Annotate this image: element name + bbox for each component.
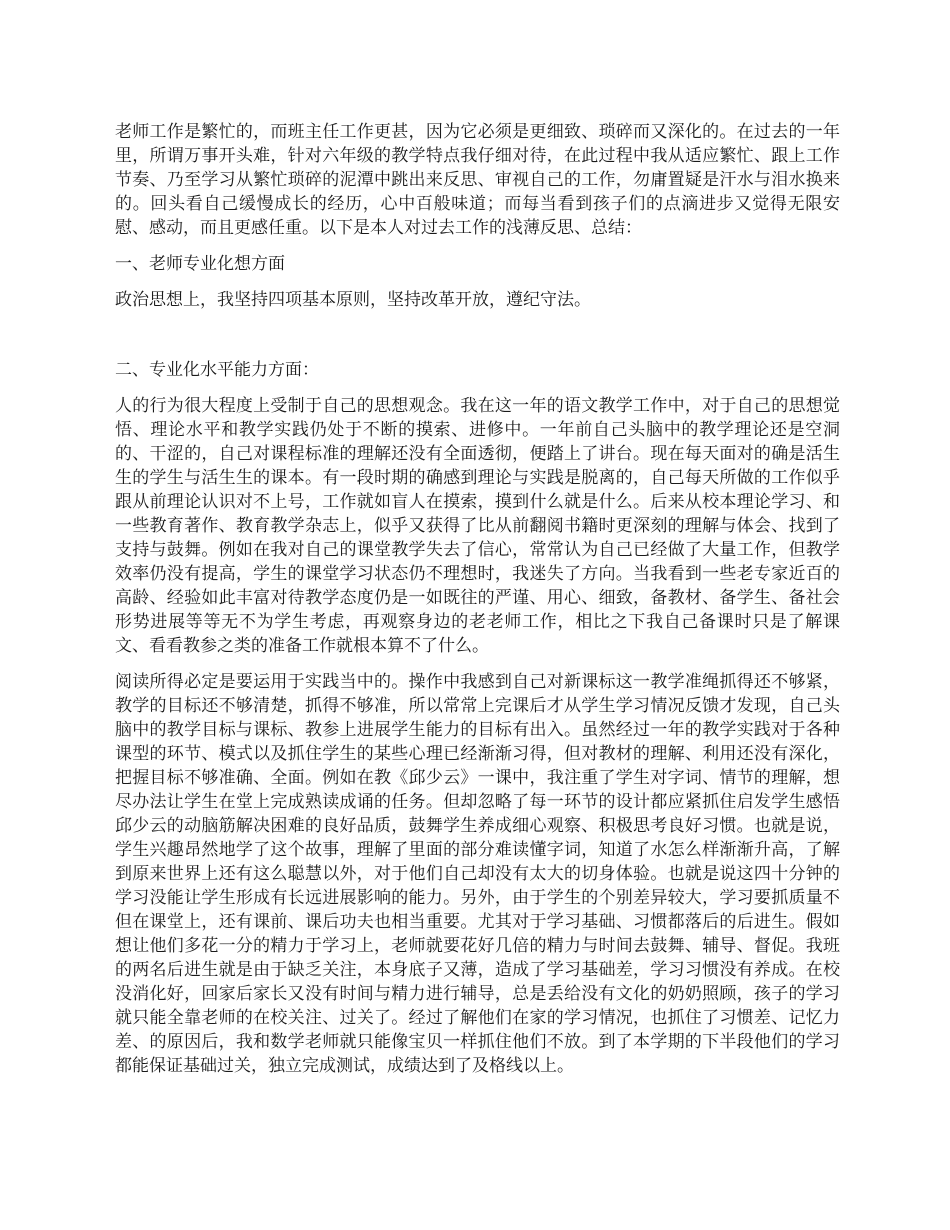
section1-paragraph: 政治思想上，我坚持四项基本原则，坚持改革开放，遵纪守法。 (115, 290, 591, 310)
blank-spacer (115, 324, 840, 358)
section2-paragraph-1: 人的行为很大程度上受制于自己的思想观念。我在这一年的语文教学工作中，对于自己的思想觉悟、理论水平和教学实践仍处于不断的摸索、进修中。一年前自己头脑中的教学理论还是空洞的、干涩的，自己对课程标准的理解还没有全面透彻，便踏上了讲台。现在每天面对的确是活生生的学生与活生生的课本。有一段时期的确感到理论与实践是脱离的，自己每天所做的工作似乎跟从前理论认识对不上号，工作就如盲人在摸索，摸到什么就是什么。后来从校本理论学习、和一些教育著作、教育教学杂志上，似乎又获得了比从前翻阅书籍时更深刻的理解与体会、找到了支持与鼓舞。例如在我对自己的课堂教学失去了信心，常常认为自己已经做了大量工作，但教学效率仍没有提高，学生的课堂学习状态仍不理想时，我迷失了方向。当我看到一些老专家近百的高龄、经验如此丰富对待教学态度仍是一如既往的严谨、用心、细致，备教材、备学生、备社会形势进展等等无不为学生考虑，再观察身边的老老师工作，相比之下我自己备课时只是了解课文、看看教参之类的准备工作就根本算不了什么。 (115, 396, 840, 656)
document-body (115, 120, 840, 1090)
section-heading-2: 二、专业化水平能力方面： (115, 360, 319, 380)
intro-paragraph: 老师工作是繁忙的，而班主任工作更甚，因为它必须是更细致、琐碎而又深化的。在过去的一年里，所谓万事开头难，针对六年级的教学特点我仔细对待，在此过程中我从适应繁忙、跟上工作节奏、乃至学习从繁忙琐碎的泥潭中跳出来反思、审视自己的工作，勿庸置疑是汗水与泪水换来的。回头看自己缓慢成长的经历，心中百般味道；而每当看到孩子们的点滴进步又觉得无限安慰、感动，而且更感任重。以下是本人对过去工作的浅薄反思、总结： (115, 122, 840, 238)
section-heading-1: 一、老师专业化想方面 (115, 254, 285, 274)
section2-paragraph-2: 阅读所得必定是要运用于实践当中的。操作中我感到自己对新课标这一教学准绳抓得还不够紧，教学的目标还不够清楚，抓得不够准，所以常常上完课后才从学生学习情况反馈才发现，自己头脑中的教学目标与课标、教参上进展学生能力的目标有出入。虽然经过一年的教学实践对于各种课型的环节、模式以及抓住学生的某些心理已经渐渐习得，但对教材的理解、利用还没有深化，把握目标不够准确、全面。例如在教《邱少云》一课中，我注重了学生对字词、情节的理解，想尽办法让学生在堂上完成熟读成诵的任务。但却忽略了每一环节的设计都应紧抓住启发学生感悟邱少云的动脑筋解决困难的良好品质，鼓舞学生养成细心观察、积极思考良好习惯。也就是说，学生兴趣昂然地学了这个故事，理解了里面的部分难读懂字词，知道了水怎么样渐渐升高，了解到原来世界上还有这么聪慧以外，对于他们自己却没有太大的切身体验。也就是说这四十分钟的学习没能让学生形成有长远进展影响的能力。另外，由于学生的个别差异较大，学习要抓质量不但在课堂上，还有课前、课后功夫也相当重要。尤其对于学习基础、习惯都落后的后进生。假如想让他们多花一分的精力于学习上，老师就要花好几倍的精力与时间去鼓舞、辅导、督促。我班的两名后进生就是由于缺乏关注，本身底子又薄，造成了学习基础差，学习习惯没有养成。在校没消化好，回家后家长又没有时间与精力进行辅导，总是丢给没有文化的奶奶照顾，孩子的学习就只能全靠老师的在校关注、过关了。经过了解他们在家的学习情况，也抓住了习惯差、记忆力差、的原因后，我和数学老师就只能像宝贝一样抓住他们不放。到了本学期的下半段他们的学习都能保证基础过关，独立完成测试，成绩达到了及格线以上。 (115, 672, 840, 1076)
